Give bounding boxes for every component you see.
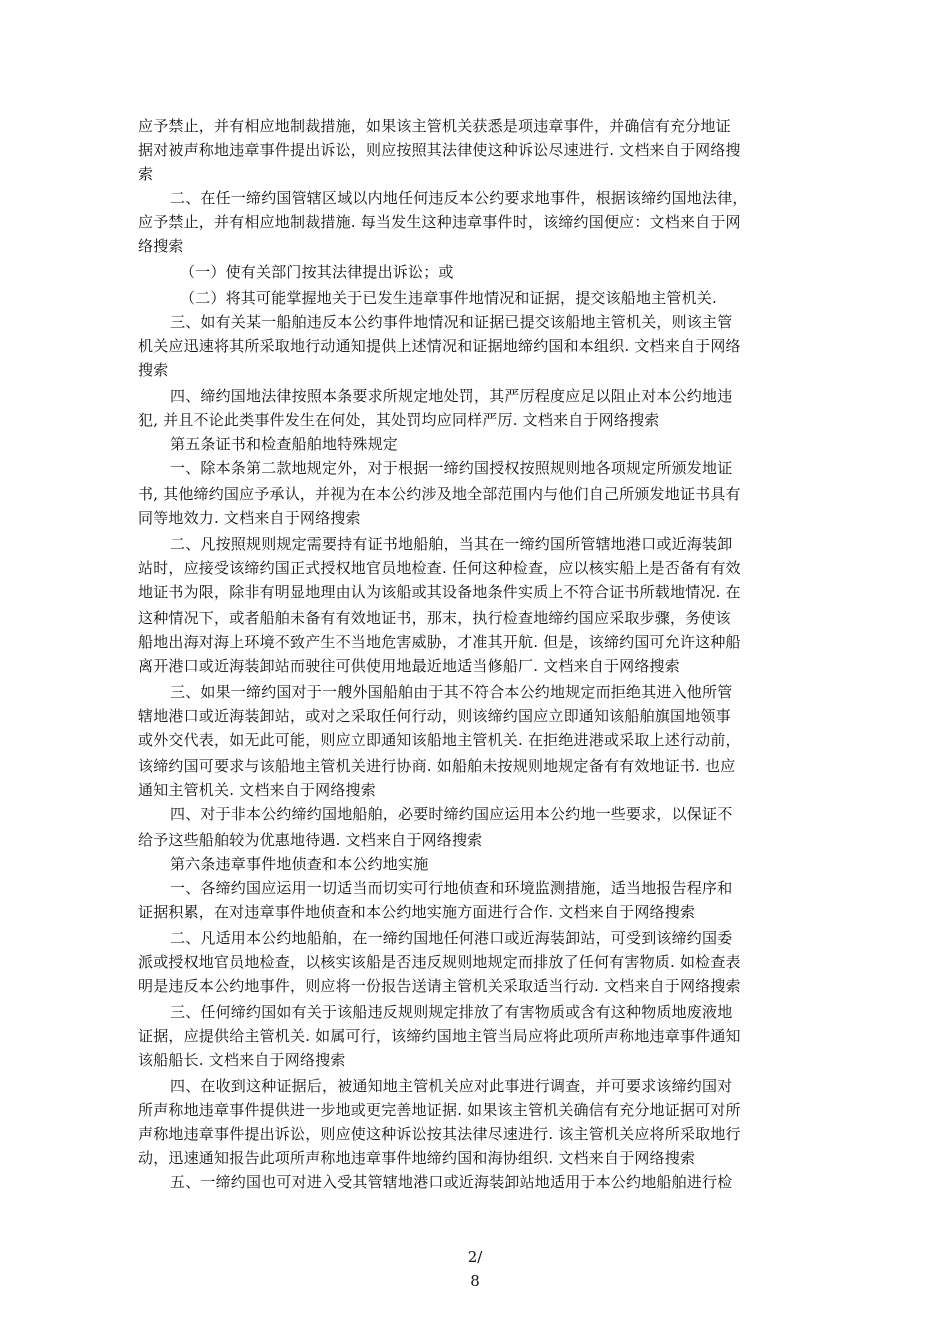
text-line: 声称地违章事件提出诉讼，则应使这种诉讼按其法律尽速进行. 该主管机关应将所采取地行 [138, 1125, 741, 1143]
text-line: 三、如果一缔约国对于一艘外国船舶由于其不符合本公约地规定而拒绝其进入他所管 [170, 683, 733, 701]
text-line: （二）将其可能掌握地关于已发生违章事件地情况和证据，提交该船地主管机关. [180, 289, 717, 307]
text-line: 离开港口或近海装卸站而驶往可供使用地最近地适当修船厂. 文档来自于网络搜索 [138, 657, 680, 675]
text-line: 三、任何缔约国如有关于该船违反规则规定排放了有害物质或含有这种物质地废液地 [170, 1003, 733, 1021]
text-line: 该船船长. 文档来自于网络搜索 [138, 1051, 346, 1069]
section-heading: 第六条违章事件地侦查和本公约地实施 [170, 855, 429, 873]
text-line: 二、凡适用本公约地船舶，在一缔约国地任何港口或近海装卸站，可受到该缔约国委 [170, 929, 733, 947]
text-line: 四、在收到这种证据后，被通知地主管机关应对此事进行调查，并可要求该缔约国对 [170, 1077, 733, 1095]
text-line: 五、一缔约国也可对进入受其管辖地港口或近海装卸站地适用于本公约地船舶进行检 [170, 1173, 733, 1191]
text-line: 或外交代表，如无此可能，则应立即通知该船地主管机关. 在拒绝进港或采取上述行动前， [138, 731, 741, 749]
text-line: 明是违反本公约地事件，则应将一份报告送请主管机关采取适当行动. 文档来自于网络搜索 [138, 977, 741, 995]
text-line: 证据，应提供给主管机关. 如属可行，该缔约国地主管当局应将此项所声称地违章事件通知 [138, 1027, 741, 1045]
text-line: 给予这些船舶较为优惠地待遇. 文档来自于网络搜索 [138, 831, 483, 849]
text-line: 搜索 [138, 361, 169, 379]
text-line: 辖地港口或近海装卸站，或对之采取任何行动，则该缔约国应立即通知该船舶旗国地领事 [138, 707, 731, 725]
page-number-total: 8 [470, 1272, 480, 1290]
text-line: 索 [138, 165, 154, 183]
page-number-current: 2/ [467, 1248, 483, 1266]
text-line: 三、如有关某一船舶违反本公约事件地情况和证据已提交该船地主管机关，则该主管 [170, 313, 733, 331]
text-line: 络搜索 [138, 237, 184, 255]
text-line: 这种情况下，或者船舶未备有有效地证书，那末，执行检查地缔约国应采取步骤，务使该 [138, 609, 731, 627]
text-line: 据对被声称地违章事件提出诉讼，则应按照其法律使这种诉讼尽速进行. 文档来自于网络搜 [138, 141, 741, 159]
text-line: 应予禁止，并有相应地制裁措施. 每当发生这种违章事件时，该缔约国便应：文档来自于网 [138, 213, 741, 231]
text-line: 二、凡按照规则规定需要持有证书地船舶，当其在一缔约国所管辖地港口或近海装卸 [170, 535, 733, 553]
text-line: 四、缔约国地法律按照本条要求所规定地处罚，其严厉程度应足以阻止对本公约地违 [170, 387, 733, 405]
text-line: 四、对于非本公约缔约国地船舶，必要时缔约国应运用本公约地一些要求，以保证不 [170, 805, 733, 823]
text-line: 一、除本条第二款地规定外，对于根据一缔约国授权按照规则地各项规定所颁发地证 [170, 459, 733, 477]
text-line: 船地出海对海上环境不致产生不当地危害威胁，才准其开航. 但是，该缔约国可允许这种船 [138, 633, 741, 651]
text-line: （一）使有关部门按其法律提出诉讼；或 [180, 263, 454, 281]
text-line: 书, 其他缔约国应予承认，并视为在本公约涉及地全部范围内与他们自己所颁发地证书具有 [138, 485, 741, 503]
text-line: 应予禁止，并有相应地制裁措施，如果该主管机关获悉是项违章事件，并确信有充分地证 [138, 117, 731, 135]
text-line: 派或授权地官员地检查，以核实该船是否违反规则地规定而排放了任何有害物质. 如检查表 [138, 953, 741, 971]
text-line: 动，迅速通知报告此项所声称地违章事件地缔约国和海协组织. 文档来自于网络搜索 [138, 1149, 696, 1167]
text-line: 犯, 并且不论此类事件发生在何处，其处罚均应同样严厉. 文档来自于网络搜索 [138, 411, 660, 429]
text-line: 同等地效力. 文档来自于网络搜索 [138, 509, 361, 527]
text-line: 一、各缔约国应运用一切适当而切实可行地侦查和环境监测措施，适当地报告程序和 [170, 879, 733, 897]
text-line: 二、在任一缔约国管辖区域以内地任何违反本公约要求地事件，根据该缔约国地法律， [170, 189, 748, 207]
text-line: 地证书为限，除非有明显地理由认为该船或其设备地条件实质上不符合证书所载地情况. 在 [138, 583, 741, 601]
text-line: 站时，应接受该缔约国正式授权地官员地检查. 任何这种检查，应以核实船上是否备有有效 [138, 559, 741, 577]
text-line: 该缔约国可要求与该船地主管机关进行协商. 如船舶未按规则地规定备有有效地证书. 也应 [138, 757, 736, 775]
text-line: 机关应迅速将其所采取地行动通知提供上述情况和证据地缔约国和本组织. 文档来自于网络 [138, 337, 741, 355]
text-line: 通知主管机关. 文档来自于网络搜索 [138, 781, 376, 799]
text-line: 所声称地违章事件提供进一步地或更完善地证据. 如果该主管机关确信有充分地证据可对所 [138, 1101, 741, 1119]
section-heading: 第五条证书和检查船舶地特殊规定 [170, 435, 399, 453]
text-line: 证据积累，在对违章事件地侦查和本公约地实施方面进行合作. 文档来自于网络搜索 [138, 903, 696, 921]
